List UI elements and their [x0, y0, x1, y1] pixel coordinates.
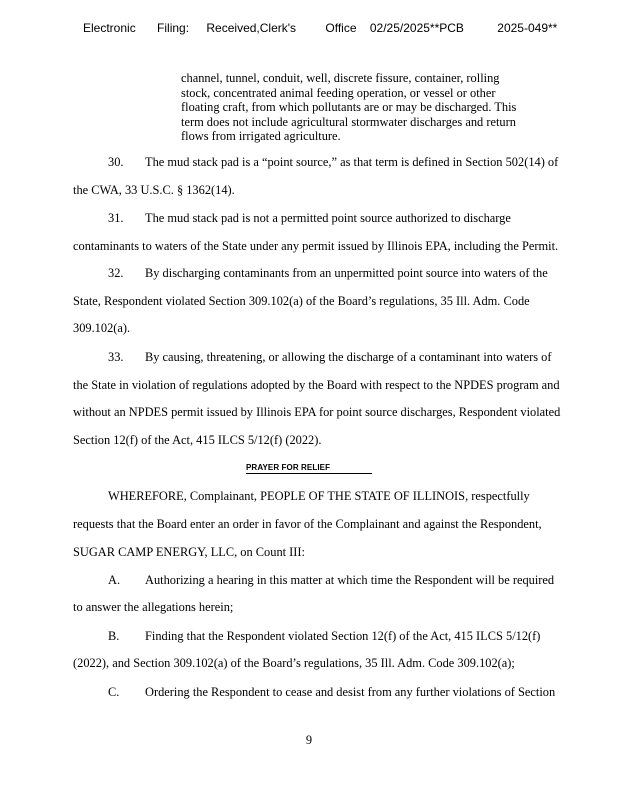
paragraph-number: 31. — [108, 211, 124, 225]
item-line: Finding that the Respondent violated Section 12(f) of the Act, 415 ILCS 5/12(f) — [145, 629, 541, 643]
filing-stamp-header — [83, 21, 598, 35]
paragraph-number: 32. — [108, 266, 124, 280]
item-letter: B. — [108, 629, 120, 643]
item-line: to answer the allegations herein; — [73, 600, 234, 614]
quote-line: channel, tunnel, conduit, well, discrete fissure, container, rolling — [181, 71, 500, 85]
page-number: 9 — [305, 733, 313, 747]
paragraph-number: 33. — [108, 350, 124, 364]
item-letter: A. — [108, 573, 121, 587]
paragraph-line: The mud stack pad is a “point source,” as that term is defined in Section 502(14) of — [145, 155, 559, 169]
block-quote — [181, 71, 551, 144]
paragraph-line: By discharging contaminants from an unpermitted point source into waters of the — [145, 266, 548, 280]
item-letter: C. — [108, 685, 120, 699]
quote-line: term does not include agricultural stormwater discharges and return — [181, 114, 516, 129]
paragraph-line: The mud stack pad is not a permitted point source authorized to discharge — [145, 211, 511, 225]
paragraph-line: State, Respondent violated Section 309.102(a) of the Board’s regulations, 35 Ill. Adm. Code — [73, 294, 530, 308]
header-datetime: 02/25/2025**PCB — [369, 21, 464, 35]
header-case-number: 2025-049** — [497, 21, 558, 35]
header-electronic: Electronic — [83, 21, 136, 35]
header-received: Received,Clerk's — [206, 21, 297, 35]
item-line: (2022), and Section 309.102(a) of the Board’s regulations, 35 Ill. Adm. Code 309.102(a); — [73, 656, 515, 670]
header-filing: Filing: — [157, 21, 190, 35]
paragraph-line: Section 12(f) of the Act, 415 ILCS 5/12(f) (2022). — [73, 433, 322, 447]
paragraph-line: without an NPDES permit issued by Illinois EPA for point source discharges, Respondent violated — [73, 405, 561, 419]
paragraph-line: By causing, threatening, or allowing the discharge of a contaminant into waters of — [145, 350, 552, 364]
paragraph-line: contaminants to waters of the State under any permit issued by Illinois EPA, including the Permit. — [73, 239, 559, 253]
wherefore-line: requests that the Board enter an order in favor of the Complainant and against the Respondent, — [73, 517, 542, 531]
paragraph-line: the State in violation of regulations adopted by the Board with respect to the NPDES program and — [73, 378, 560, 392]
header-office: Office — [325, 21, 357, 35]
paragraph-line: 309.102(a). — [73, 321, 131, 335]
wherefore-line: SUGAR CAMP ENERGY, LLC, on Count III: — [73, 545, 305, 559]
paragraph-line: the CWA, 33 U.S.C. § 1362(14). — [73, 183, 235, 197]
prayer-for-relief-heading: PRAYER FOR RELIEF — [246, 463, 372, 474]
quote-line: floating craft, from which pollutants are or may be discharged. This — [181, 100, 517, 115]
item-line: Authorizing a hearing in this matter at which time the Respondent will be required — [145, 573, 555, 587]
quote-line: flows from irrigated agriculture. — [181, 129, 341, 144]
paragraph-number: 30. — [108, 155, 124, 169]
wherefore-line: WHEREFORE, Complainant, PEOPLE OF THE STATE OF ILLINOIS, respectfully — [108, 489, 530, 503]
quote-line: stock, concentrated animal feeding operation, or vessel or other — [181, 85, 496, 100]
item-line: Ordering the Respondent to cease and desist from any further violations of Section — [145, 685, 556, 699]
